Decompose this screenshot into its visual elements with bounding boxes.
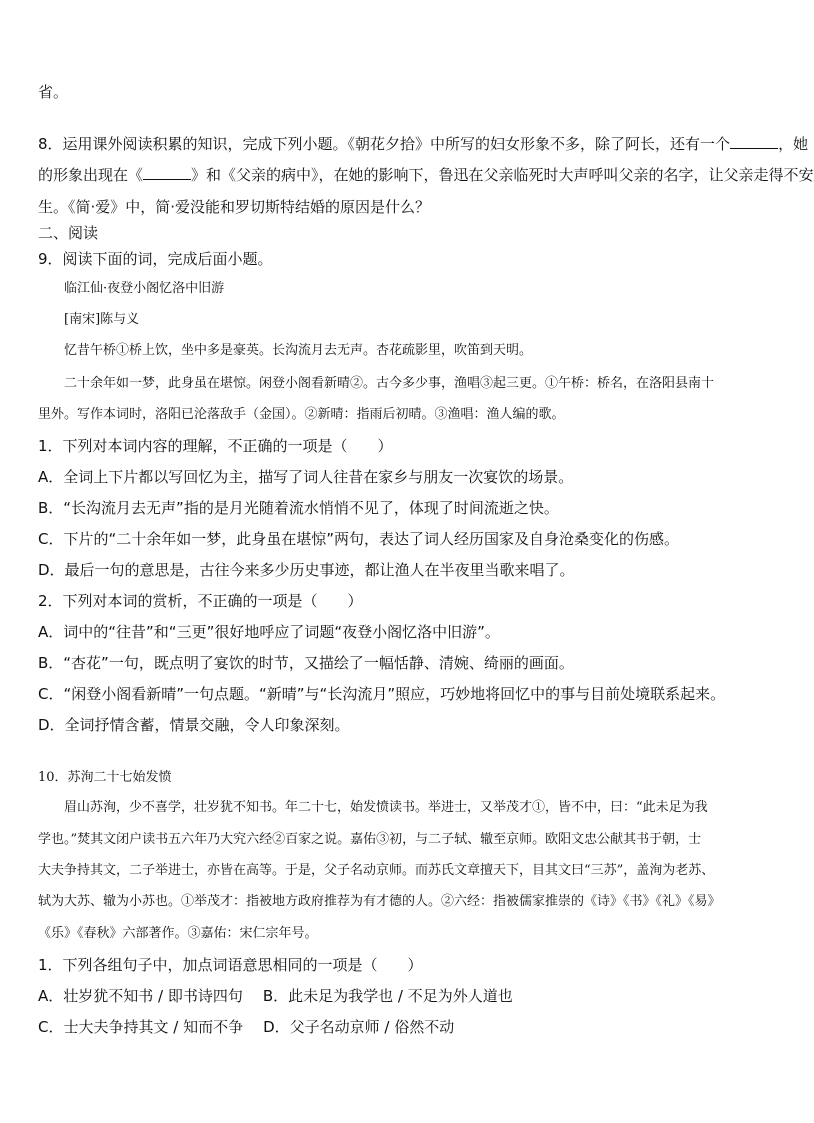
passage-line-3: 大夫争持其文，二子举进士，亦皆在高等。于是，父子名动京师。而苏氏文章擅天下，目其文曰“三苏”，盖洵为老苏、 bbox=[38, 863, 715, 878]
q9-sub1-option-c[interactable]: C．下片的“二十余年如一梦，此身虽在堪惊”两句，表达了词人经历国家及自身沧桑变化的伤感。 bbox=[38, 530, 680, 548]
q10-options-row-1 bbox=[38, 986, 513, 1006]
poem-line-1: 忆昔午桥①桥上饮，坐中多是豪英。长沟流月去无声。杏花疏影里，吹笛到天明。 bbox=[64, 343, 533, 358]
answer-blank[interactable] bbox=[730, 134, 778, 149]
section-heading: 二、阅读 bbox=[38, 224, 99, 242]
passage-line-1: 眉山苏洵，少不喜学，壮岁犹不知书。年二十七，始发愤读书。举进士，又举茂才①，皆不中，曰：“此未足为我 bbox=[64, 800, 708, 815]
q8-text-d: 》和《父亲的病中》，在她的影响下，鲁迅在父亲临死时大声呼叫父亲的名字，让父亲走得不安 bbox=[191, 166, 814, 184]
question-8-line-1 bbox=[38, 134, 808, 154]
poem-title: 临江仙·夜登小阁忆洛中旧游 bbox=[64, 281, 225, 296]
passage-line-4: 轼为大苏、辙为小苏也。①举茂才：指被地方政府推荐为有才德的人。②六经：指被儒家推崇的《诗》《书》《礼》《易》 bbox=[38, 894, 721, 909]
q8-text-c: 的形象出现在《 bbox=[38, 166, 144, 184]
q10-options-row-2 bbox=[38, 1017, 454, 1037]
q9-sub2-option-d[interactable]: D．全词抒情含蓄，情景交融，令人印象深刻。 bbox=[38, 716, 350, 734]
q8-text-a: 8．运用课外阅读积累的知识，完成下列小题。《朝花夕拾》中所写的妇女形象不多，除了阿长，还有一个 bbox=[38, 135, 731, 153]
question-10-title: 10．苏洵二十七始发愤 bbox=[38, 770, 172, 785]
passage-line-2: 学也。”焚其文闭户读书五六年乃大究六经②百家之说。嘉佑③初，与二子轼、辙至京师。欧阳文忠公献其书于朝，士 bbox=[38, 832, 702, 847]
q9-sub2-option-b[interactable]: B．“杏花”一句，既点明了宴饮的时节，又描绘了一幅恬静、清婉、绮丽的画面。 bbox=[38, 654, 574, 672]
question-8-line-3: 生。《简·爱》中，简·爱没能和罗切斯特结婚的原因是什么？ bbox=[38, 198, 431, 216]
q9-sub1-stem: 1．下列对本词内容的理解，不正确的一项是（ ） bbox=[38, 437, 393, 455]
poem-line-2: 二十余年如一梦，此身虽在堪惊。闲登小阁看新晴②。古今多少事，渔唱③起三更。①午桥：桥名，在洛阳县南十 bbox=[64, 376, 715, 391]
q9-sub1-option-d[interactable]: D．最后一句的意思是，古往今来多少历史事迹，都让渔人在半夜里当歌来唱了。 bbox=[38, 561, 575, 579]
question-8-line-2 bbox=[38, 165, 814, 185]
q9-sub1-option-a[interactable]: A．全词上下片都以写回忆为主，描写了词人往昔在家乡与朋友一次宴饮的场景。 bbox=[38, 468, 574, 486]
q10-sub1-stem: 1．下列各组句子中，加点词语意思相同的一项是（ ） bbox=[38, 956, 423, 974]
continuation-text: 省。 bbox=[38, 83, 69, 101]
q10-option-a[interactable]: A．壮岁犹不知书 / 即书诗四句 bbox=[38, 987, 243, 1005]
q9-sub1-option-b[interactable]: B．“长沟流月去无声”指的是月光随着流水悄悄不见了，体现了时间流逝之快。 bbox=[38, 499, 559, 517]
q9-sub2-stem: 2．下列对本词的赏析，不正确的一项是（ ） bbox=[38, 592, 363, 610]
q8-text-b: ，她 bbox=[778, 135, 809, 153]
q9-sub2-option-c[interactable]: C．“闲登小阁看新晴”一句点题。“新晴”与“长沟流月”照应，巧妙地将回忆中的事与目前处境联系起来。 bbox=[38, 685, 726, 703]
q10-option-b[interactable]: B．此未足为我学也 / 不足为外人道也 bbox=[262, 987, 513, 1005]
answer-blank[interactable] bbox=[143, 165, 191, 180]
q10-option-c[interactable]: C．士大夫争持其文 / 知而不争 bbox=[38, 1018, 244, 1036]
q9-sub2-option-a[interactable]: A．词中的“往昔”和“三更”很好地呼应了词题“夜登小阁忆洛中旧游”。 bbox=[38, 623, 500, 641]
passage-line-5: 《乐》《春秋》六部著作。③嘉佑：宋仁宗年号。 bbox=[38, 926, 318, 941]
poem-notes: 里外。写作本词时，洛阳已沦落敌手（金国）。②新晴：指雨后初晴。③渔唱：渔人编的歌。 bbox=[38, 407, 565, 422]
poem-author: [南宋]陈与义 bbox=[64, 312, 140, 327]
q10-option-d[interactable]: D．父子名动京师 / 俗然不动 bbox=[263, 1018, 455, 1036]
question-9-intro: 9．阅读下面的词，完成后面小题。 bbox=[38, 250, 273, 268]
